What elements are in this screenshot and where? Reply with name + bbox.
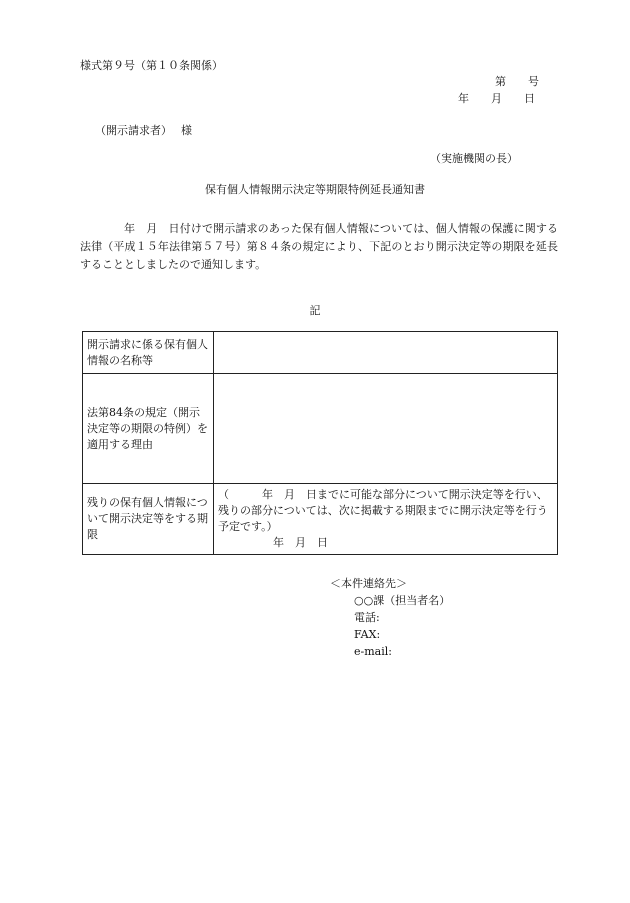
contact-block: [330, 575, 450, 660]
table-row: [83, 484, 558, 555]
addressee-requester: （開示請求者） 様: [95, 124, 192, 137]
ki-marker: 記: [309, 304, 321, 317]
table-value-reason: [214, 374, 558, 484]
contact-heading: ＜本件連絡先＞: [330, 577, 407, 590]
table-row: [83, 332, 558, 374]
issuer-agency-head: （実施機関の長）: [430, 152, 518, 165]
table-label-reason: 法第84条の規定（開示決定等の期限の特例）を適用する理由: [83, 374, 214, 484]
issue-date: 年 月 日: [458, 92, 535, 105]
table-row: [83, 374, 558, 484]
contact-email: e-mail:: [354, 645, 392, 658]
table-label-info-name: 開示請求に係る保有個人情報の名称等: [83, 332, 214, 374]
table-value-info-name: [214, 332, 558, 374]
table-label-deadline: 残りの保有個人情報について開示決定等をする期限: [83, 484, 214, 555]
details-table: [82, 331, 558, 555]
document-title: 保有個人情報開示決定等期限特例延長通知書: [205, 183, 425, 196]
form-number: 様式第９号（第１０条関係）: [80, 59, 223, 72]
document-number: 第 号: [495, 75, 539, 88]
contact-fax: FAX:: [354, 628, 381, 641]
table-value-deadline: （ 年 月 日までに可能な部分について開示決定等を行い、残りの部分については、次に掲載する期限までに開示決定等を行う予定です。） 年 月 日: [214, 484, 558, 555]
contact-phone: 電話:: [354, 611, 380, 624]
contact-section: ○○課（担当者名）: [354, 594, 451, 607]
notice-paragraph: 年 月 日付けで開示請求のあった保有個人情報については、個人情報の保護に関する法律（平成１５年法律第５７号）第８４条の規定により、下記のとおり開示決定等の期限を延長することとしましたので通知します。: [80, 222, 558, 271]
